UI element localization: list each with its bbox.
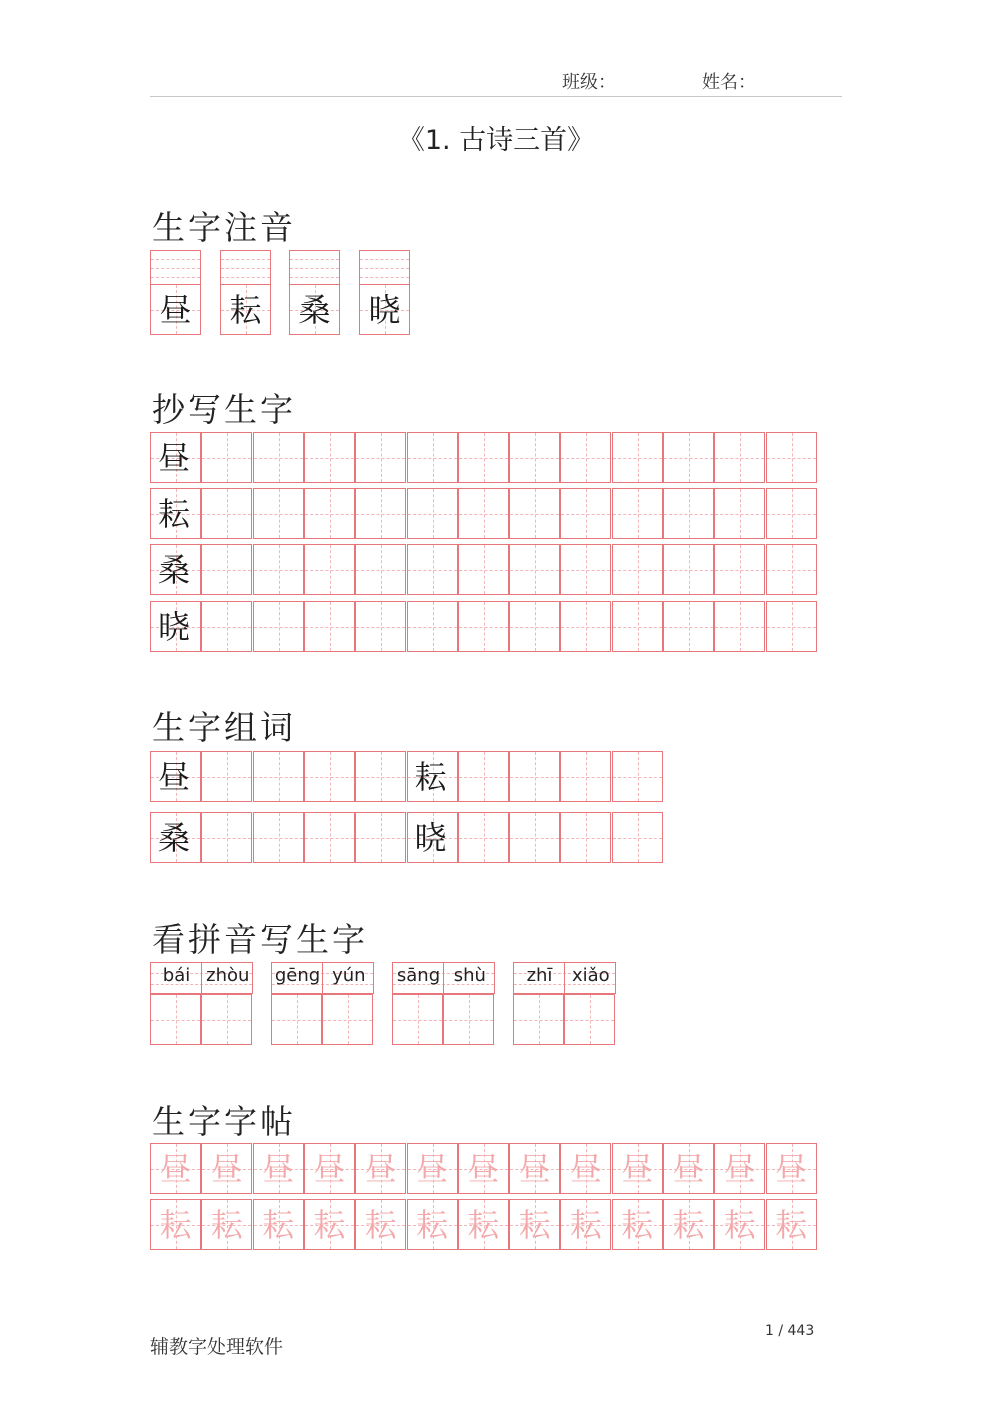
pinyin-word-box	[513, 962, 616, 994]
grid-guide-horizontal	[254, 627, 303, 628]
trace-character: 昼	[313, 1149, 346, 1188]
grid-guide-horizontal	[561, 627, 610, 628]
grid-guide-horizontal	[202, 838, 251, 839]
copy-writing-cell[interactable]	[560, 488, 611, 539]
grid-guide-horizontal	[305, 458, 354, 459]
pinyin-guide-line	[221, 277, 270, 278]
word-writing-cell[interactable]	[509, 812, 560, 863]
copy-writing-cell[interactable]	[714, 488, 765, 539]
pinyin-writing-box[interactable]	[359, 250, 410, 284]
grid-guide-horizontal	[767, 514, 816, 515]
pinyin-answer-cell[interactable]	[564, 994, 615, 1045]
trace-cell	[663, 1199, 714, 1250]
grid-guide-horizontal	[767, 458, 816, 459]
word-writing-cell[interactable]	[612, 812, 663, 863]
trace-character: 耘	[262, 1205, 295, 1244]
trace-character: 耘	[467, 1205, 500, 1244]
grid-guide-horizontal	[613, 570, 662, 571]
copy-writing-cell[interactable]	[304, 544, 355, 595]
copy-writing-cell[interactable]	[355, 488, 406, 539]
trace-cell	[304, 1199, 355, 1250]
trace-character: 昼	[621, 1149, 654, 1188]
grid-guide-horizontal	[510, 627, 559, 628]
word-writing-cell[interactable]	[304, 751, 355, 802]
zhuyin-char-cell	[150, 284, 201, 335]
grid-guide-horizontal	[305, 777, 354, 778]
trace-cell	[560, 1199, 611, 1250]
copy-writing-cell[interactable]	[560, 544, 611, 595]
copy-writing-cell[interactable]	[612, 544, 663, 595]
grid-guide-horizontal	[305, 570, 354, 571]
trace-character: 昼	[262, 1149, 295, 1188]
copy-writing-cell[interactable]	[663, 432, 714, 483]
grid-guide-horizontal	[715, 627, 764, 628]
trace-cell	[253, 1143, 304, 1194]
zhuyin-character: 耘	[229, 290, 262, 329]
grid-guide-horizontal	[459, 514, 508, 515]
copy-writing-cell[interactable]	[355, 544, 406, 595]
copy-writing-cell[interactable]	[201, 432, 252, 483]
trace-cell	[407, 1199, 458, 1250]
copy-writing-cell[interactable]	[663, 544, 714, 595]
pinyin-syllable: yún	[332, 965, 366, 986]
trace-cell	[714, 1199, 765, 1250]
trace-character: 昼	[518, 1149, 551, 1188]
trace-cell	[355, 1199, 406, 1250]
word-writing-cell[interactable]	[253, 812, 304, 863]
trace-character: 耘	[313, 1205, 346, 1244]
copy-writing-cell[interactable]	[355, 432, 406, 483]
copy-writing-cell[interactable]	[766, 601, 817, 652]
copy-writing-cell[interactable]	[714, 432, 765, 483]
trace-character: 耘	[364, 1205, 397, 1244]
word-model-cell	[150, 751, 201, 802]
pinyin-guide-line	[151, 259, 200, 260]
copy-model-cell	[150, 432, 201, 483]
pinyin-guide-line	[290, 277, 339, 278]
copy-writing-cell[interactable]	[612, 488, 663, 539]
trace-cell	[150, 1199, 201, 1250]
zhuyin-char-cell	[289, 284, 340, 335]
copy-writing-cell[interactable]	[304, 601, 355, 652]
trace-cell	[612, 1199, 663, 1250]
copy-writing-cell[interactable]	[407, 601, 458, 652]
pinyin-answer-cell[interactable]	[513, 994, 564, 1045]
copy-writing-cell[interactable]	[201, 601, 252, 652]
pinyin-word-box	[271, 962, 374, 994]
grid-guide-horizontal	[202, 514, 251, 515]
word-model-cell	[150, 812, 201, 863]
grid-guide-horizontal	[202, 1020, 251, 1021]
grid-guide-horizontal	[254, 777, 303, 778]
pinyin-answer-cell[interactable]	[392, 994, 443, 1045]
copy-writing-cell[interactable]	[355, 601, 406, 652]
grid-guide-horizontal	[356, 570, 405, 571]
pinyin-answer-cell[interactable]	[271, 994, 322, 1045]
section-heading-chaoxie: 抄写生字	[152, 390, 296, 429]
grid-guide-horizontal	[459, 627, 508, 628]
trace-character: 耘	[621, 1205, 654, 1244]
grid-guide-horizontal	[459, 838, 508, 839]
copy-writing-cell[interactable]	[407, 432, 458, 483]
grid-guide-horizontal	[664, 514, 713, 515]
trace-character: 耘	[723, 1205, 756, 1244]
copy-writing-cell[interactable]	[458, 488, 509, 539]
zhuyin-character: 昼	[159, 290, 192, 329]
word-writing-cell[interactable]	[458, 751, 509, 802]
copy-writing-cell[interactable]	[714, 601, 765, 652]
copy-writing-cell[interactable]	[304, 488, 355, 539]
grid-guide-horizontal	[254, 458, 303, 459]
pinyin-answer-cell[interactable]	[150, 994, 201, 1045]
trace-cell	[150, 1143, 201, 1194]
trace-character: 昼	[569, 1149, 602, 1188]
grid-guide-horizontal	[715, 458, 764, 459]
word-model-cell	[407, 751, 458, 802]
footer-software: 辅教字处理软件	[150, 1336, 284, 1358]
section-heading-zitie: 生字字帖	[152, 1102, 296, 1141]
word-model-character: 昼	[158, 757, 191, 796]
word-writing-cell[interactable]	[253, 751, 304, 802]
trace-cell	[253, 1199, 304, 1250]
copy-writing-cell[interactable]	[407, 488, 458, 539]
trace-character: 耘	[775, 1205, 808, 1244]
trace-character: 昼	[467, 1149, 500, 1188]
pinyin-word-box	[150, 962, 253, 994]
copy-writing-cell[interactable]	[766, 488, 817, 539]
grid-guide-horizontal	[305, 514, 354, 515]
grid-guide-horizontal	[561, 570, 610, 571]
trace-cell	[509, 1199, 560, 1250]
name-label: 姓名：	[702, 72, 756, 93]
grid-guide-horizontal	[664, 570, 713, 571]
trace-character: 耘	[672, 1205, 705, 1244]
grid-guide-horizontal	[272, 1020, 321, 1021]
pinyin-guide-line	[360, 277, 409, 278]
trace-cell	[201, 1199, 252, 1250]
trace-cell	[612, 1143, 663, 1194]
pinyin-guide-line	[290, 259, 339, 260]
copy-writing-cell[interactable]	[201, 488, 252, 539]
grid-guide-horizontal	[202, 627, 251, 628]
grid-guide-horizontal	[356, 838, 405, 839]
copy-writing-cell[interactable]	[458, 432, 509, 483]
grid-guide-horizontal	[613, 514, 662, 515]
copy-writing-cell[interactable]	[663, 601, 714, 652]
grid-guide-horizontal	[561, 777, 610, 778]
copy-model-character: 耘	[158, 494, 191, 533]
pinyin-writing-box[interactable]	[289, 250, 340, 284]
word-writing-cell[interactable]	[201, 751, 252, 802]
word-writing-cell[interactable]	[304, 812, 355, 863]
pinyin-word-box	[392, 962, 495, 994]
copy-writing-cell[interactable]	[253, 544, 304, 595]
trace-cell	[355, 1143, 406, 1194]
word-writing-cell[interactable]	[355, 751, 406, 802]
trace-character: 昼	[775, 1149, 808, 1188]
copy-writing-cell[interactable]	[509, 488, 560, 539]
grid-guide-horizontal	[510, 777, 559, 778]
zhuyin-char-cell	[359, 284, 410, 335]
trace-character: 耘	[159, 1205, 192, 1244]
pinyin-syllable: gēng	[274, 965, 321, 986]
word-writing-cell[interactable]	[560, 751, 611, 802]
copy-writing-cell[interactable]	[458, 544, 509, 595]
pinyin-syllable: zhī	[526, 965, 553, 986]
grid-guide-horizontal	[561, 838, 610, 839]
grid-guide-horizontal	[459, 777, 508, 778]
copy-writing-cell[interactable]	[253, 488, 304, 539]
trace-cell	[304, 1143, 355, 1194]
grid-guide-horizontal	[356, 458, 405, 459]
grid-guide-horizontal	[254, 570, 303, 571]
trace-character: 昼	[672, 1149, 705, 1188]
grid-guide-horizontal	[356, 514, 405, 515]
word-model-character: 桑	[158, 818, 191, 857]
grid-guide-horizontal	[613, 458, 662, 459]
grid-guide-horizontal	[356, 777, 405, 778]
word-model-character: 晓	[414, 818, 447, 857]
trace-cell	[663, 1143, 714, 1194]
trace-cell	[560, 1143, 611, 1194]
copy-writing-cell[interactable]	[663, 488, 714, 539]
copy-writing-cell[interactable]	[560, 601, 611, 652]
grid-guide-horizontal	[613, 777, 662, 778]
pinyin-guide-line	[360, 259, 409, 260]
grid-guide-horizontal	[254, 838, 303, 839]
pinyin-guide-line	[151, 277, 200, 278]
copy-writing-cell[interactable]	[509, 544, 560, 595]
grid-guide-horizontal	[510, 458, 559, 459]
grid-guide-horizontal	[408, 627, 457, 628]
pinyin-syllable: bái	[162, 965, 191, 986]
grid-guide-horizontal	[408, 570, 457, 571]
page-title: 《1. 古诗三首》	[397, 125, 595, 156]
pinyin-syllable: sāng	[396, 965, 441, 986]
trace-character: 昼	[210, 1149, 243, 1188]
copy-model-cell	[150, 544, 201, 595]
pinyin-syllable: shù	[453, 965, 486, 986]
zhuyin-character: 晓	[368, 290, 401, 329]
word-model-character: 耘	[414, 757, 447, 796]
pinyin-guide-line	[290, 268, 339, 269]
copy-writing-cell[interactable]	[766, 544, 817, 595]
grid-guide-horizontal	[202, 570, 251, 571]
word-writing-cell[interactable]	[458, 812, 509, 863]
trace-cell	[201, 1143, 252, 1194]
trace-cell	[714, 1143, 765, 1194]
trace-cell	[509, 1143, 560, 1194]
grid-guide-horizontal	[305, 627, 354, 628]
grid-guide-horizontal	[514, 1020, 563, 1021]
grid-guide-horizontal	[664, 458, 713, 459]
pinyin-syllable: zhòu	[206, 965, 250, 986]
pinyin-guide-line	[221, 268, 270, 269]
word-writing-cell[interactable]	[355, 812, 406, 863]
copy-model-character: 昼	[158, 438, 191, 477]
page-number: 1 / 443	[765, 1323, 815, 1339]
grid-guide-horizontal	[565, 1020, 614, 1021]
grid-guide-horizontal	[613, 838, 662, 839]
grid-guide-horizontal	[767, 627, 816, 628]
pinyin-writing-box[interactable]	[150, 250, 201, 284]
trace-cell	[458, 1143, 509, 1194]
grid-guide-horizontal	[408, 514, 457, 515]
trace-character: 耘	[415, 1205, 448, 1244]
grid-guide-horizontal	[393, 1020, 442, 1021]
trace-character: 昼	[159, 1149, 192, 1188]
copy-writing-cell[interactable]	[509, 601, 560, 652]
grid-guide-horizontal	[715, 570, 764, 571]
grid-guide-horizontal	[323, 1020, 372, 1021]
section-heading-zuci: 生字组词	[152, 708, 296, 747]
pinyin-guide-line	[360, 268, 409, 269]
trace-cell	[407, 1143, 458, 1194]
word-model-cell	[407, 812, 458, 863]
pinyin-answer-cell[interactable]	[322, 994, 373, 1045]
pinyin-guide-line	[151, 268, 200, 269]
copy-writing-cell[interactable]	[714, 544, 765, 595]
copy-model-cell	[150, 488, 201, 539]
word-writing-cell[interactable]	[560, 812, 611, 863]
trace-character: 耘	[569, 1205, 602, 1244]
copy-writing-cell[interactable]	[509, 432, 560, 483]
grid-guide-horizontal	[444, 1020, 493, 1021]
trace-character: 昼	[723, 1149, 756, 1188]
trace-character: 昼	[415, 1149, 448, 1188]
copy-writing-cell[interactable]	[766, 432, 817, 483]
copy-writing-cell[interactable]	[304, 432, 355, 483]
grid-guide-horizontal	[561, 514, 610, 515]
class-label: 班级：	[562, 72, 616, 93]
zhuyin-char-cell	[220, 284, 271, 335]
copy-model-cell	[150, 601, 201, 652]
copy-writing-cell[interactable]	[458, 601, 509, 652]
trace-cell	[766, 1199, 817, 1250]
grid-guide-horizontal	[305, 838, 354, 839]
grid-guide-horizontal	[202, 458, 251, 459]
trace-character: 耘	[210, 1205, 243, 1244]
grid-guide-horizontal	[254, 514, 303, 515]
trace-cell	[458, 1199, 509, 1250]
grid-guide-horizontal	[356, 627, 405, 628]
section-heading-zhuyin: 生字注音	[152, 208, 296, 247]
pinyin-answer-cell[interactable]	[201, 994, 252, 1045]
copy-writing-cell[interactable]	[612, 432, 663, 483]
grid-guide-horizontal	[459, 458, 508, 459]
copy-writing-cell[interactable]	[560, 432, 611, 483]
grid-guide-horizontal	[613, 627, 662, 628]
grid-guide-horizontal	[151, 1020, 200, 1021]
grid-guide-horizontal	[664, 627, 713, 628]
zhuyin-character: 桑	[298, 290, 331, 329]
copy-model-character: 晓	[158, 607, 191, 646]
pinyin-syllable: xiǎo	[571, 965, 610, 986]
word-writing-cell[interactable]	[612, 751, 663, 802]
grid-guide-horizontal	[767, 570, 816, 571]
pinyin-answer-cell[interactable]	[443, 994, 494, 1045]
pinyin-guide-line	[221, 259, 270, 260]
trace-cell	[766, 1143, 817, 1194]
grid-guide-horizontal	[510, 838, 559, 839]
grid-guide-horizontal	[202, 777, 251, 778]
grid-guide-horizontal	[459, 570, 508, 571]
grid-guide-horizontal	[408, 458, 457, 459]
copy-writing-cell[interactable]	[253, 432, 304, 483]
copy-writing-cell[interactable]	[612, 601, 663, 652]
copy-writing-cell[interactable]	[407, 544, 458, 595]
copy-model-character: 桑	[158, 550, 191, 589]
copy-writing-cell[interactable]	[253, 601, 304, 652]
word-writing-cell[interactable]	[201, 812, 252, 863]
grid-guide-horizontal	[561, 458, 610, 459]
copy-writing-cell[interactable]	[201, 544, 252, 595]
grid-guide-horizontal	[715, 514, 764, 515]
trace-character: 耘	[518, 1205, 551, 1244]
grid-guide-horizontal	[510, 514, 559, 515]
trace-character: 昼	[364, 1149, 397, 1188]
pinyin-writing-box[interactable]	[220, 250, 271, 284]
grid-guide-horizontal	[510, 570, 559, 571]
header-divider	[150, 96, 842, 97]
section-heading-kanpinyin: 看拼音写生字	[152, 920, 368, 959]
word-writing-cell[interactable]	[509, 751, 560, 802]
